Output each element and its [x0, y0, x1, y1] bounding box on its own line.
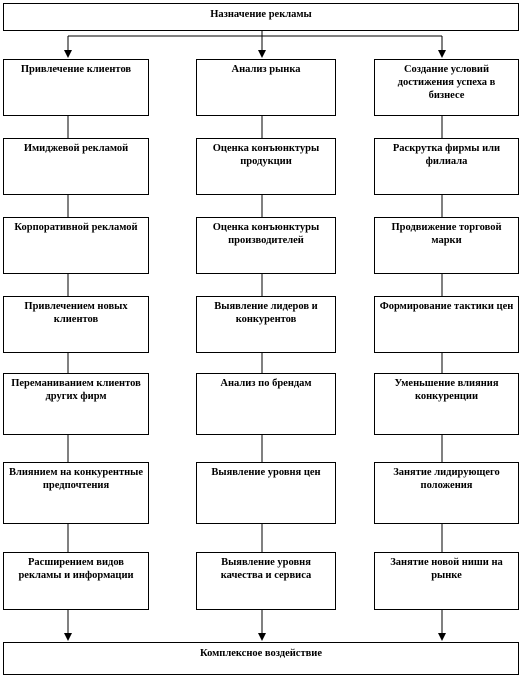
col2-box-3: Оценка конъюнктуры производителей: [196, 217, 336, 274]
col2-box-1: Анализ рынка: [196, 59, 336, 116]
col2-box-6: Выявление уровня цен: [196, 462, 336, 524]
col3-box-6: Занятие лидирующего положения: [374, 462, 519, 524]
col2-box-5: Анализ по брендам: [196, 373, 336, 435]
top-box: Назначение рекламы: [3, 3, 519, 31]
col2-box-7: Выявление уровня качества и сервиса: [196, 552, 336, 610]
col3-box-2: Раскрутка фирмы или филиала: [374, 138, 519, 195]
col1-box-3: Корпоративной рекламой: [3, 217, 149, 274]
col3-box-1: Создание условий достижения успеха в бизнесе: [374, 59, 519, 116]
col3-box-4: Формирование тактики цен: [374, 296, 519, 353]
col1-box-4: Привлечением новых клиентов: [3, 296, 149, 353]
bottom-box: Комплексное воздействие: [3, 642, 519, 675]
col2-box-2: Оценка конъюнктуры продукции: [196, 138, 336, 195]
col3-box-3: Продвижение торговой марки: [374, 217, 519, 274]
col3-box-7: Занятие новой ниши на рынке: [374, 552, 519, 610]
col1-box-5: Переманиванием клиентов других фирм: [3, 373, 149, 435]
col1-box-6: Влиянием на конкурентные предпочтения: [3, 462, 149, 524]
col1-box-7: Расширением видов рекламы и информации: [3, 552, 149, 610]
col2-box-4: Выявление лидеров и конкурентов: [196, 296, 336, 353]
col1-box-2: Имиджевой рекламой: [3, 138, 149, 195]
col3-box-5: Уменьшение влияния конкуренции: [374, 373, 519, 435]
col1-box-1: Привлечение клиентов: [3, 59, 149, 116]
